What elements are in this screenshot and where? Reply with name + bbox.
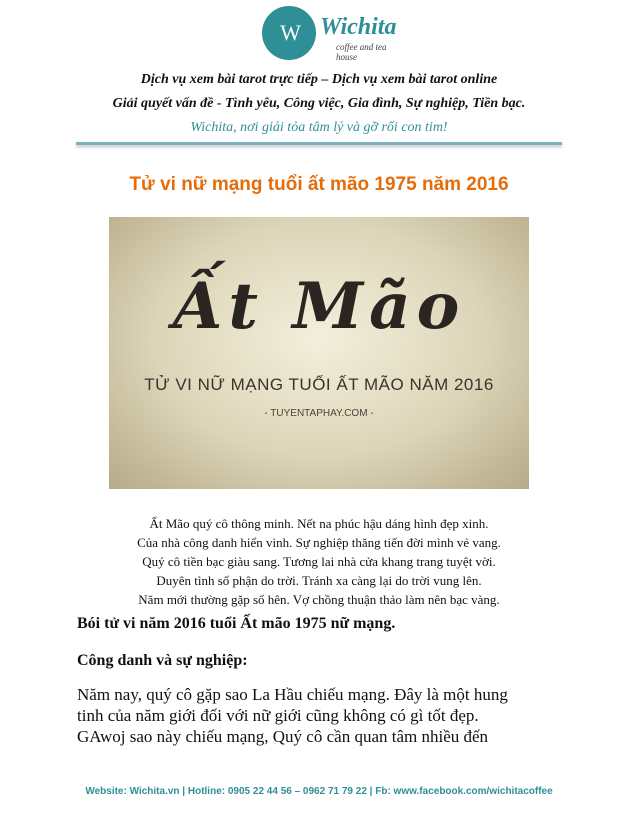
body-line: Năm nay, quý cô gặp sao La Hầu chiếu mạng. Đây là một hung — [77, 685, 508, 704]
hero-image — [109, 217, 529, 489]
body-paragraph — [77, 684, 567, 747]
poem-line: Năm mới thường gặp số hên. Vợ chồng thuận thảo làm nên bạc vàng. — [138, 592, 500, 607]
poem-line: Ất Mão quý cô thông minh. Nết na phúc hậu dáng hình đẹp xinh. — [149, 516, 489, 531]
body-line: tinh của năm giới đối với nữ giới cũng không có gì tốt đẹp. — [77, 706, 479, 725]
logo-tagline: coffee and tea house — [336, 42, 387, 62]
poem-line: Của nhà công danh hiển vinh. Sự nghiệp thăng tiến đời mình vẻ vang. — [137, 535, 501, 550]
page-title: Tử vi nữ mạng tuổi ất mão 1975 năm 2016 — [129, 174, 509, 195]
logo-name: Wichita — [320, 14, 397, 40]
hero-heading: TỬ VI NỮ MẠNG TUỔI ẤT MÃO NĂM 2016 — [144, 375, 494, 394]
logo-mark: W — [262, 6, 316, 60]
poem — [0, 514, 638, 609]
section-heading: Bói tử vi năm 2016 tuổi Ất mão 1975 nữ mạng. — [77, 615, 396, 632]
header-line-2: Giải quyết vấn đề - Tình yêu, Công việc, Gia đình, Sự nghiệp, Tiền bạc. — [112, 96, 526, 111]
poem-line: Duyên tình số phận do trời. Tránh xa càng lại do trời vung lên. — [156, 573, 482, 588]
sub-heading: Công danh và sự nghiệp: — [77, 652, 248, 669]
hero-site-label: - TUYENTAPHAY.COM - — [264, 408, 374, 419]
body-line: GAwoj sao này chiếu mạng, Quý cô cần quan tâm nhiều đến — [77, 727, 489, 746]
header-line-1: Dịch vụ xem bài tarot trực tiếp – Dịch vụ xem bài tarot online — [140, 72, 498, 87]
hero-calligraphy: Ất Mão — [172, 269, 466, 344]
header-divider — [76, 142, 562, 145]
poem-line: Quý cô tiền bạc giàu sang. Tương lai nhà cửa khang trang tuyệt vời. — [142, 554, 496, 569]
header-line-3: Wichita, nơi giải tỏa tâm lý và gỡ rối con tim! — [190, 120, 448, 135]
wichita-logo — [262, 6, 402, 66]
footer-contact: Website: Wichita.vn | Hotline: 0905 22 44 56 – 0962 71 79 22 | Fb: www.facebook.com/wichitacoffee — [85, 786, 553, 797]
